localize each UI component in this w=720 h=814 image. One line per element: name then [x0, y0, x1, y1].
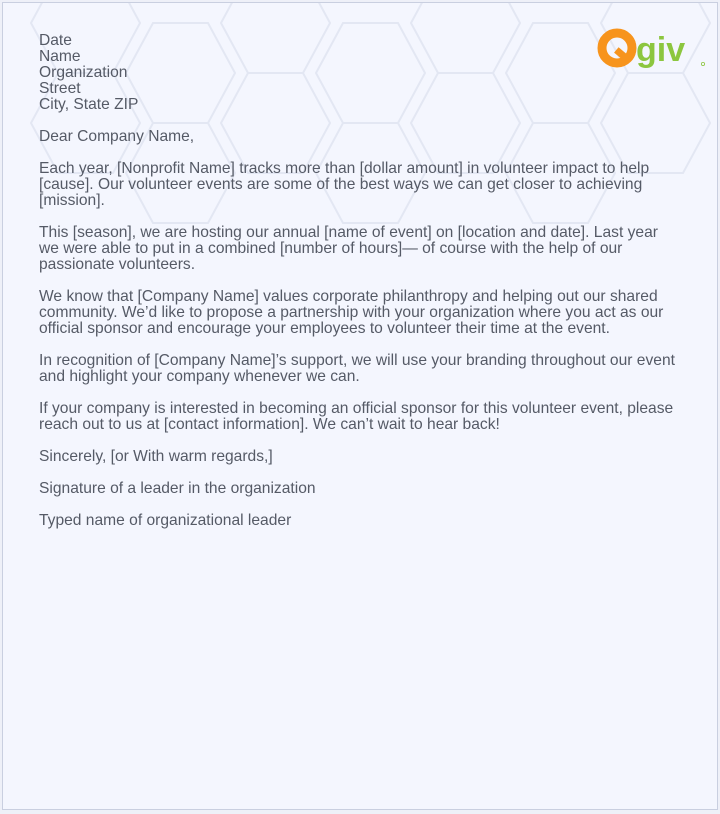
- letter-body: [39, 33, 679, 545]
- paragraph-partnership: We know that [Company Name] values corporate philanthropy and helping out our shared community. We’d like to propose a partnership with your organization where you act as our official sponsor and encourage your employees to volunteer their time at the event.: [39, 288, 664, 337]
- address-block: [39, 33, 679, 113]
- paragraph-impact: Each year, [Nonprofit Name] tracks more than [dollar amount] in volunteer impact to help [cause]. Our volunteer events are some of the best ways we can get closer to achieving [mission].: [39, 160, 650, 209]
- signature-line: Signature of a leader in the organization: [39, 480, 316, 497]
- closing: Sincerely, [or With warm regards,]: [39, 448, 273, 465]
- paragraph-recognition: In recognition of [Company Name]’s support, we will use your branding throughout our event and highlight your company whenever we can.: [39, 352, 675, 385]
- svg-text:giv: giv: [636, 31, 686, 69]
- date-line: Date: [39, 32, 72, 49]
- organization-line: Organization: [39, 64, 128, 81]
- paragraph-contact: If your company is interested in becoming an official sponsor for this volunteer event, please reach out to us at [contact information]. We can’t wait to hear back!: [39, 400, 674, 433]
- paragraph-event: This [season], we are hosting our annual [name of event] on [location and date]. Last year we were able to put in a combined [number of hours]— of course with the help of our passionate volunteers.: [39, 224, 658, 273]
- typed-name-line: Typed name of organizational leader: [39, 512, 292, 529]
- street-line: Street: [39, 80, 81, 97]
- letter-page: [2, 2, 718, 810]
- salutation: Dear Company Name,: [39, 128, 195, 145]
- name-line: Name: [39, 48, 81, 65]
- city-state-zip-line: City, State ZIP: [39, 96, 139, 113]
